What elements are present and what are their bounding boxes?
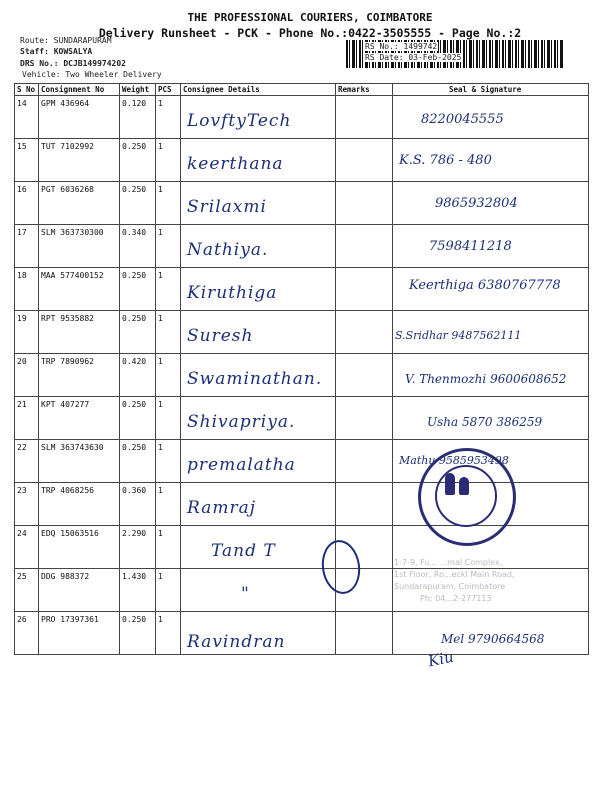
- address-stamp-line: Ph: 04...2-277113: [420, 594, 492, 603]
- stamp-figure: [445, 473, 455, 495]
- row-pcs: 1: [156, 268, 181, 311]
- row-signature: [393, 311, 589, 354]
- header-weight: Weight: [120, 84, 156, 96]
- signature-handwriting: S.Sridhar 9487562111: [395, 329, 522, 342]
- row-consignment: MAA 577400152: [39, 268, 120, 311]
- staff-label: Staff: KOWSALYA: [20, 47, 93, 56]
- row-sno: 19: [15, 311, 39, 354]
- table-row: [15, 139, 589, 182]
- table-row: [15, 268, 589, 311]
- row-weight: 2.290: [120, 526, 156, 569]
- table-row: [15, 225, 589, 268]
- signature-handwriting: Mel 9790664568: [441, 632, 545, 646]
- consignee-handwriting: premalatha: [187, 455, 296, 475]
- row-sno: 16: [15, 182, 39, 225]
- row-pcs: 1: [156, 483, 181, 526]
- row-weight: 0.250: [120, 182, 156, 225]
- row-consignee: [181, 354, 336, 397]
- row-signature: [393, 354, 589, 397]
- row-sno: 15: [15, 139, 39, 182]
- row-pcs: 1: [156, 311, 181, 354]
- row-consignment: DDG 988372: [39, 569, 120, 612]
- row-consignee: [181, 139, 336, 182]
- row-consignment: PGT 6036268: [39, 182, 120, 225]
- row-signature: [393, 612, 589, 655]
- row-weight: 0.250: [120, 440, 156, 483]
- row-signature: [393, 268, 589, 311]
- row-remarks: [336, 483, 393, 526]
- row-consignee: [181, 612, 336, 655]
- row-consignment: TUT 7102992: [39, 139, 120, 182]
- row-sno: 20: [15, 354, 39, 397]
- row-consignment: PRO 17397361: [39, 612, 120, 655]
- row-consignment: KPT 407277: [39, 397, 120, 440]
- seal-stamp: [418, 448, 516, 546]
- row-weight: 0.250: [120, 612, 156, 655]
- row-consignee: [181, 225, 336, 268]
- consignee-handwriting: Srilaxmi: [187, 197, 267, 217]
- row-weight: 1.430: [120, 569, 156, 612]
- row-remarks: [336, 182, 393, 225]
- row-sno: 18: [15, 268, 39, 311]
- table-header-row: [15, 84, 589, 96]
- row-sno: 22: [15, 440, 39, 483]
- row-consignee: [181, 268, 336, 311]
- header-pcs: PCS: [156, 84, 181, 96]
- row-remarks: [336, 268, 393, 311]
- company-title: THE PROFESSIONAL COURIERS, COIMBATORE: [187, 11, 433, 24]
- consignee-handwriting: ": [241, 584, 250, 604]
- rs-date: RS Date: 03-Feb-2025: [365, 53, 462, 62]
- header-signature: Seal & Signature: [393, 84, 589, 96]
- consignee-handwriting: Ramraj: [187, 498, 256, 518]
- row-pcs: 1: [156, 139, 181, 182]
- consignee-handwriting: Tand T: [211, 541, 276, 561]
- row-consignee: [181, 483, 336, 526]
- row-consignee: [181, 96, 336, 139]
- row-weight: 0.250: [120, 268, 156, 311]
- row-pcs: 1: [156, 569, 181, 612]
- row-consignment: RPT 9535882: [39, 311, 120, 354]
- address-stamp-line: 1st Floor, Ro...eckl Main Road,: [394, 570, 515, 579]
- row-signature: [393, 225, 589, 268]
- row-weight: 0.340: [120, 225, 156, 268]
- header-consignee: Consignee Details: [181, 84, 336, 96]
- row-weight: 0.250: [120, 397, 156, 440]
- row-signature: [393, 397, 589, 440]
- address-stamp-line: Sundarapuram, Coimbatore: [394, 582, 506, 591]
- footer-initial-scribble: Kiu: [426, 647, 456, 671]
- row-weight: 0.250: [120, 311, 156, 354]
- table-row: [15, 612, 589, 655]
- row-remarks: [336, 311, 393, 354]
- row-pcs: 1: [156, 225, 181, 268]
- row-consignee: [181, 311, 336, 354]
- table-row: [15, 96, 589, 139]
- row-consignee: [181, 440, 336, 483]
- row-remarks: [336, 96, 393, 139]
- row-consignee: [181, 397, 336, 440]
- signature-handwriting: 8220045555: [421, 112, 504, 127]
- route-label: Route: SUNDARAPURAM: [20, 36, 112, 45]
- signature-handwriting: Mathu 9585953498: [399, 454, 509, 467]
- row-weight: 0.360: [120, 483, 156, 526]
- row-consignment: TRP 4068256: [39, 483, 120, 526]
- row-remarks: [336, 612, 393, 655]
- row-consignment: SLM 363743630: [39, 440, 120, 483]
- table-row: [15, 182, 589, 225]
- row-remarks: [336, 225, 393, 268]
- row-remarks: [336, 139, 393, 182]
- row-weight: 0.250: [120, 139, 156, 182]
- row-signature: [393, 182, 589, 225]
- consignee-handwriting: keerthana: [187, 154, 284, 174]
- row-consignment: EDQ 15063516: [39, 526, 120, 569]
- row-sno: 23: [15, 483, 39, 526]
- row-pcs: 1: [156, 397, 181, 440]
- vehicle-label: Vehicle: Two Wheeler Delivery: [22, 70, 162, 79]
- row-consignment: SLM 363730300: [39, 225, 120, 268]
- row-pcs: 1: [156, 96, 181, 139]
- signature-handwriting: V. Thenmozhi 9600608652: [405, 372, 567, 386]
- stamp-inner-ring: [435, 465, 497, 527]
- row-remarks: [336, 440, 393, 483]
- row-consignment: TRP 7890962: [39, 354, 120, 397]
- table-row: [15, 397, 589, 440]
- signature-handwriting: Keerthiga 6380767778: [409, 278, 561, 293]
- table-row: [15, 354, 589, 397]
- runsheet-subtitle: Delivery Runsheet - PCK - Phone No.:0422-3505555 - Page No.:2: [98, 26, 522, 40]
- row-signature: [393, 139, 589, 182]
- row-consignee: [181, 526, 336, 569]
- signature-handwriting: 7598411218: [429, 239, 512, 254]
- row-pcs: 1: [156, 612, 181, 655]
- header-remarks: Remarks: [336, 84, 393, 96]
- consignee-handwriting: Shivapriya.: [187, 412, 296, 432]
- signature-handwriting: K.S. 786 - 480: [399, 153, 492, 168]
- signature-handwriting: 9865932804: [435, 196, 518, 211]
- row-weight: 0.420: [120, 354, 156, 397]
- consignee-handwriting: Suresh: [187, 326, 254, 346]
- row-sno: 17: [15, 225, 39, 268]
- stamp-figure: [459, 477, 469, 495]
- row-sno: 24: [15, 526, 39, 569]
- table-row: [15, 311, 589, 354]
- address-stamp-line: 1-7-9, Fu... ...mal Complex,: [394, 558, 503, 567]
- table-row: [15, 526, 589, 569]
- row-pcs: 1: [156, 182, 181, 225]
- row-pcs: 1: [156, 354, 181, 397]
- signature-handwriting: Usha 5870 386259: [427, 415, 543, 429]
- row-weight: 0.120: [120, 96, 156, 139]
- row-sno: 25: [15, 569, 39, 612]
- consignee-handwriting: Ravindran: [187, 632, 286, 652]
- consignee-handwriting: Swaminathan.: [187, 369, 323, 389]
- row-sno: 21: [15, 397, 39, 440]
- consignee-handwriting: LovftyTech: [187, 111, 292, 131]
- row-consignee: [181, 182, 336, 225]
- row-sno: 14: [15, 96, 39, 139]
- header-consignment: Consignment No: [39, 84, 120, 96]
- drs-number: DRS No.: DCJB149974202: [20, 59, 126, 68]
- consignee-handwriting: Kiruthiga: [187, 283, 278, 303]
- row-remarks: [336, 354, 393, 397]
- header-sno: S No: [15, 84, 39, 96]
- row-consignment: GPM 436964: [39, 96, 120, 139]
- consignee-handwriting: Nathiya.: [187, 240, 269, 260]
- row-pcs: 1: [156, 440, 181, 483]
- row-consignee: [181, 569, 336, 612]
- row-sno: 26: [15, 612, 39, 655]
- row-signature: [393, 96, 589, 139]
- row-pcs: 1: [156, 526, 181, 569]
- rs-number: RS No.: 1499742: [365, 42, 438, 51]
- row-remarks: [336, 397, 393, 440]
